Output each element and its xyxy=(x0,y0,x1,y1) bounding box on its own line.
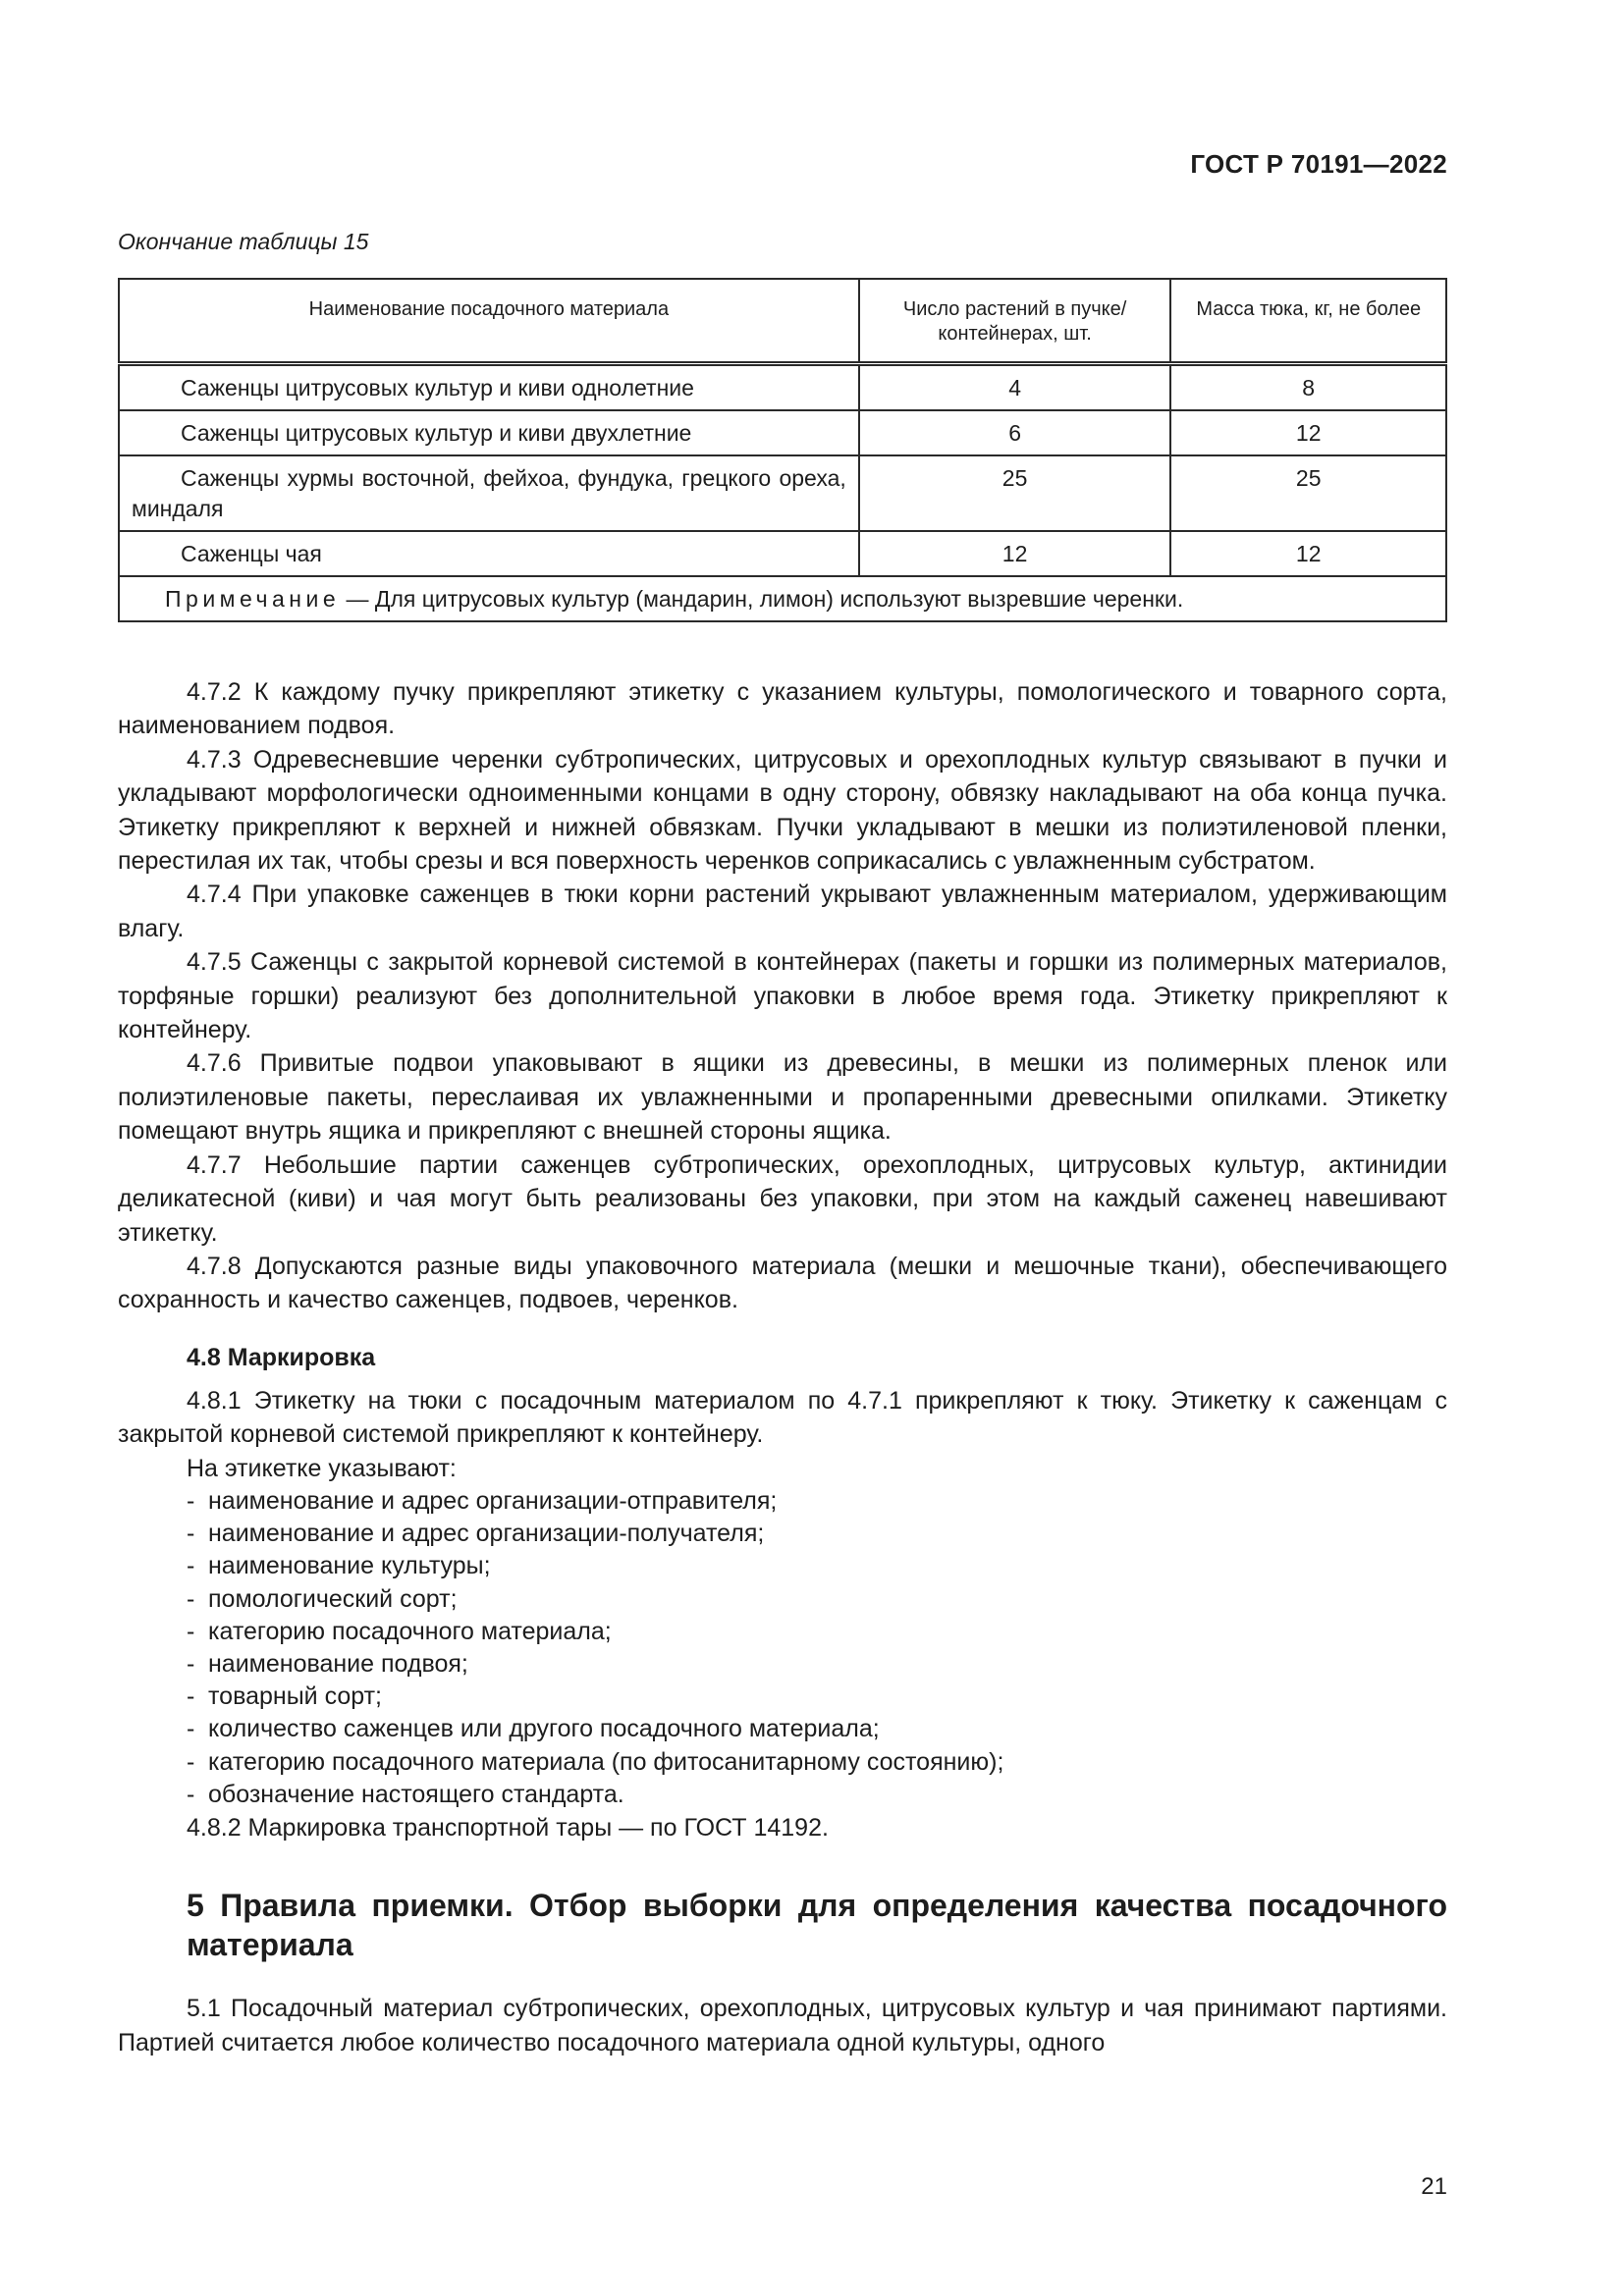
row-count: 12 xyxy=(859,531,1171,576)
row-mass: 25 xyxy=(1170,455,1446,531)
row-name: Саженцы чая xyxy=(119,531,859,576)
row-name: Саженцы хурмы восточной, фейхоа, фундука, грецкого ореха, миндаля xyxy=(119,455,859,531)
row-mass: 12 xyxy=(1170,531,1446,576)
header-name: Наименование посадочного материала xyxy=(119,279,859,364)
paragraph-5-1: 5.1 Посадочный материал субтропических, орехоплодных, цитрусовых культур и чая принимают партиями. Партией считается любое количество посадочного материала одной культуры, одного xyxy=(118,1995,1447,2056)
row-mass: 8 xyxy=(1170,364,1446,411)
paragraph-4-7-6: 4.7.6 Привитые подвои упаковывают в ящики из древесины, в мешки из полимерных пленок или полиэтиленовые пакеты, переслаивая их увлажненными и пропаренными древесными опилками. Этикетку помещают внутрь ящика и прикрепляют с внешней стороны ящика. xyxy=(118,1049,1447,1146)
page-number: 21 xyxy=(1421,2173,1447,2200)
label-contents-list xyxy=(118,1485,1447,1811)
row-count: 25 xyxy=(859,455,1171,531)
table-caption: Окончание таблицы 15 xyxy=(118,229,369,254)
header-mass: Масса тюка, кг, не более xyxy=(1170,279,1446,364)
table-note-row xyxy=(119,576,1446,621)
table-row xyxy=(119,455,1446,531)
section-heading-4-8: 4.8 Маркировка xyxy=(187,1343,376,1371)
paragraph-4-7-7: 4.7.7 Небольшие партии саженцев субтропических, орехоплодных, цитрусовых культур, актинидии деликатесной (киви) и чая могут быть реализованы без упаковки, при этом на каждый саженец навешивают этикетку. xyxy=(118,1150,1447,1247)
paragraph-4-7-5: 4.7.5 Саженцы с закрытой корневой системой в контейнерах (пакеты и горшки из полимерных материалов, торфяные горшки) реализуют без дополнительной упаковки в любое время года. Этикетку прикрепляют к контейнеру. xyxy=(118,948,1447,1044)
list-item: - категорию посадочного материала (по фитосанитарному состоянию); xyxy=(187,1747,1004,1776)
row-mass: 12 xyxy=(1170,410,1446,455)
list-item: - обозначение настоящего стандарта. xyxy=(187,1780,624,1808)
row-name: Саженцы цитрусовых культур и киви двухлетние xyxy=(119,410,859,455)
list-item: - количество саженцев или другого посадочного материала; xyxy=(187,1715,880,1743)
note-label: Примечание xyxy=(165,586,341,612)
row-name: Саженцы цитрусовых культур и киви однолетние xyxy=(119,364,859,411)
table-15 xyxy=(118,278,1447,622)
list-intro: На этикетке указывают: xyxy=(187,1454,457,1482)
table-row xyxy=(119,410,1446,455)
document-code: ГОСТ Р 70191—2022 xyxy=(1190,149,1447,179)
section-heading-5: 5 Правила приемки. Отбор выборки для определения качества посадочного материала xyxy=(187,1888,1447,1963)
note-text: — Для цитрусовых культур (мандарин, лимон) используют вызревшие черенки. xyxy=(340,586,1184,612)
table-header-row xyxy=(119,279,1446,364)
list-item: - помологический сорт; xyxy=(187,1584,458,1613)
body-text xyxy=(118,675,1447,2059)
list-item: - наименование культуры; xyxy=(187,1552,491,1580)
paragraph-4-8-2: 4.8.2 Маркировка транспортной тары — по ГОСТ 14192. xyxy=(187,1813,829,1842)
paragraph-4-7-8: 4.7.8 Допускаются разные виды упаковочного материала (мешки и мешочные ткани), обеспечивающего сохранность и качество саженцев, подвоев, черенков. xyxy=(118,1252,1447,1314)
list-item: - наименование и адрес организации-получателя; xyxy=(187,1520,765,1548)
list-item: - категорию посадочного материала; xyxy=(187,1617,612,1645)
table-note xyxy=(119,576,1446,621)
list-item: - наименование и адрес организации-отправителя; xyxy=(187,1486,778,1515)
paragraph-4-7-2: 4.7.2 К каждому пучку прикрепляют этикетку с указанием культуры, помологического и товарного сорта, наименованием подвоя. xyxy=(118,678,1447,740)
header-count: Число растений в пучке/ контейнерах, шт. xyxy=(859,279,1171,364)
row-count: 4 xyxy=(859,364,1171,411)
row-count: 6 xyxy=(859,410,1171,455)
table-row xyxy=(119,531,1446,576)
paragraph-4-7-3: 4.7.3 Одревесневшие черенки субтропических, цитрусовых и орехоплодных культур связывают в пучки и укладывают морфологически одноименными концами в одну сторону, обвязку накладывают на оба конца пучка. Этикетку прикрепляют к верхней и нижней обвязкам. Пучки укладывают в мешки из полиэтиленовой пленки, перестилая их так, чтобы срезы и вся поверхность черенков соприкасались с увлажненным субстратом. xyxy=(118,745,1447,876)
list-item: - товарный сорт; xyxy=(187,1682,383,1711)
paragraph-4-7-4: 4.7.4 При упаковке саженцев в тюки корни растений укрывают увлажненным материалом, удерживающим влагу. xyxy=(118,881,1447,942)
paragraph-4-8-1: 4.8.1 Этикетку на тюки с посадочным материалом по 4.7.1 прикрепляют к тюку. Этикетку к саженцам с закрытой корневой системой прикрепляют к контейнеру. xyxy=(118,1386,1447,1449)
table-row xyxy=(119,364,1446,411)
list-item: - наименование подвоя; xyxy=(187,1649,468,1678)
